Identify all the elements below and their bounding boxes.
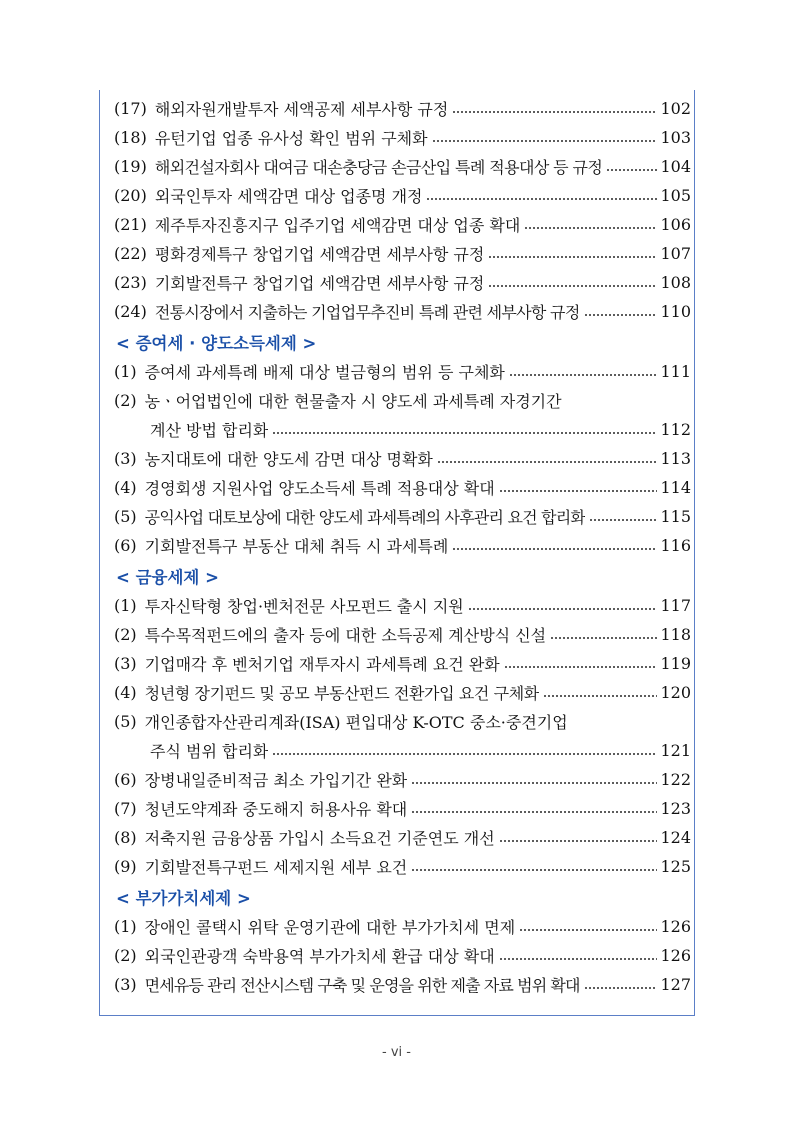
toc-entry-23[interactable]	[114, 268, 691, 297]
dot-leader	[584, 987, 658, 989]
entry-title: 기업매각 후 벤처기업 재투자시 과세특례 요건 완화	[144, 655, 500, 674]
toc-entry-gift-2-continued[interactable]	[114, 415, 691, 444]
toc-entry-gift-2[interactable]	[114, 386, 691, 415]
entry-title: 특수목적펀드에의 출자 등에 대한 소득공제 계산방식 신설	[144, 626, 547, 645]
page-number: 114	[660, 478, 691, 497]
entry-title: 유턴기업 업종 유사성 확인 범위 구체화	[154, 129, 428, 148]
dot-leader	[504, 666, 658, 668]
dot-leader	[606, 169, 657, 171]
section-heading-vat: < 부가가치세제 >	[116, 888, 251, 908]
page-number: 117	[660, 596, 691, 615]
page-number: 116	[660, 536, 691, 555]
entry-number: (20)	[114, 186, 147, 205]
entry-title: 저축지원 금융상품 가입시 소득요건 기준연도 개선	[144, 829, 495, 848]
entry-number: (6)	[114, 536, 137, 555]
section-heading-financial-tax: < 금융세제 >	[116, 567, 219, 587]
entry-title: 주식 범위 합리화	[150, 742, 269, 761]
toc-entry-fin-5[interactable]	[114, 707, 691, 736]
entry-title: 해외자원개발투자 세액공제 세부사항 규정	[154, 100, 449, 119]
dot-leader	[432, 140, 658, 142]
dot-leader	[524, 227, 657, 229]
page-number: 125	[660, 857, 691, 876]
page-number: 121	[660, 741, 691, 760]
entry-title: 증여세 과세특례 배제 대상 벌금형의 범위 등 구체화	[144, 363, 505, 382]
entry-number: (21)	[114, 215, 147, 234]
entry-number: (6)	[114, 770, 137, 789]
entry-title: 개인종합자산관리계좌(ISA) 편입대상 K-OTC 중소·중견기업	[144, 713, 568, 732]
page-number: 110	[660, 302, 691, 321]
entry-title: 계산 방법 합리화	[150, 421, 269, 440]
toc-entry-vat-2[interactable]	[114, 941, 691, 970]
entry-title: 평화경제특구 창업기업 세액감면 세부사항 규정	[154, 245, 485, 264]
page-number: 123	[660, 799, 691, 818]
entry-number: (2)	[114, 625, 137, 644]
page-number: 105	[660, 186, 691, 205]
dot-leader	[589, 519, 657, 521]
entry-title: 전통시장에서 지출하는 기업업무추진비 특례 관련 세부사항 규정	[154, 303, 580, 322]
toc-entry-fin-3[interactable]	[114, 649, 691, 678]
entry-number: (5)	[114, 712, 137, 731]
page-number: 120	[660, 683, 691, 702]
entry-number: (3)	[114, 975, 137, 994]
toc-entry-fin-6[interactable]	[114, 765, 691, 794]
dot-leader	[509, 374, 658, 376]
toc-entry-vat-1[interactable]	[114, 912, 691, 941]
entry-title: 공익사업 대토보상에 대한 양도세 과세특례의 사후관리 요건 합리화	[144, 508, 586, 527]
entry-number: (2)	[114, 946, 137, 965]
entry-title: 청년형 장기펀드 및 공모 부동산펀드 전환가입 요건 구체화	[144, 684, 539, 703]
page-number-footer: - vi -	[382, 1045, 411, 1060]
entry-title: 청년도약계좌 중도해지 허용사유 확대	[144, 800, 408, 819]
page-number: 126	[660, 946, 691, 965]
page-number: 127	[660, 975, 691, 994]
entry-title: 농지대토에 대한 양도세 감면 대상 명확화	[144, 450, 433, 469]
toc-entry-gift-4[interactable]	[114, 473, 691, 502]
dot-leader	[411, 811, 657, 813]
page-number: 113	[660, 449, 691, 468]
entry-number: (8)	[114, 828, 137, 847]
page-number: 111	[660, 362, 691, 381]
page-number: 107	[660, 244, 691, 263]
dot-leader	[499, 840, 658, 842]
entry-title: 해외건설자회사 대여금 대손충당금 손금산입 특례 적용대상 등 규정	[154, 158, 603, 177]
toc-entry-gift-6[interactable]	[114, 531, 691, 560]
entry-number: (23)	[114, 273, 147, 292]
dot-leader	[488, 285, 657, 287]
entry-title: 경영회생 지원사업 양도소득세 특례 적용대상 확대	[144, 479, 495, 498]
entry-title: 면세유등 관리 전산시스템 구축 및 운영을 위한 제출 자료 범위 확대	[144, 976, 580, 995]
dot-leader	[411, 869, 657, 871]
dot-leader	[488, 256, 657, 258]
entry-number: (7)	[114, 799, 137, 818]
toc-entry-18[interactable]	[114, 123, 691, 152]
entry-title: 제주투자진흥지구 입주기업 세액감면 대상 업종 확대	[154, 216, 521, 235]
page-number: 104	[660, 157, 691, 176]
toc-entry-gift-3[interactable]	[114, 444, 691, 473]
toc-entry-22[interactable]	[114, 239, 691, 268]
entry-number: (4)	[114, 478, 137, 497]
page-number: 102	[660, 99, 691, 118]
dot-leader	[426, 198, 657, 200]
dot-leader	[550, 637, 657, 639]
toc-entry-vat-3[interactable]	[114, 970, 691, 999]
section-heading-gift-transfer-tax: < 증여세 · 양도소득세제 >	[116, 333, 317, 353]
entry-number: (18)	[114, 128, 147, 147]
toc-entry-fin-2[interactable]	[114, 620, 691, 649]
dot-leader	[499, 490, 658, 492]
dot-leader	[543, 695, 658, 697]
toc-entry-20[interactable]	[114, 181, 691, 210]
page-number: 112	[660, 420, 691, 439]
dot-leader	[584, 314, 658, 316]
dot-leader	[437, 461, 658, 463]
dot-leader	[452, 548, 657, 550]
page-number: 103	[660, 128, 691, 147]
dot-leader	[272, 432, 657, 434]
dot-leader	[468, 608, 658, 610]
page-number: 108	[660, 273, 691, 292]
toc-entry-21[interactable]	[114, 210, 691, 239]
page-number: 124	[660, 828, 691, 847]
page-number: 118	[660, 625, 691, 644]
entry-number: (24)	[114, 302, 147, 321]
toc-entry-19[interactable]	[114, 152, 691, 181]
toc-entry-17[interactable]	[114, 94, 691, 123]
entry-title: 기회발전특구펀드 세제지원 세부 요건	[144, 858, 408, 877]
entry-title: 기회발전특구 창업기업 세액감면 세부사항 규정	[154, 274, 485, 293]
entry-title: 외국인투자 세액감면 대상 업종명 개정	[154, 187, 423, 206]
entry-title: 기회발전특구 부동산 대체 취득 시 과세특례	[144, 537, 449, 556]
dot-leader	[272, 753, 657, 755]
toc-entry-gift-5[interactable]	[114, 502, 691, 531]
page-number: 126	[660, 917, 691, 936]
toc-entry-fin-5-continued[interactable]	[114, 736, 691, 765]
entry-title: 투자신탁형 창업·벤처전문 사모펀드 출시 지원	[144, 597, 464, 616]
dot-leader	[411, 782, 657, 784]
entry-number: (4)	[114, 683, 137, 702]
entry-number: (5)	[114, 507, 137, 526]
entry-number: (3)	[114, 654, 137, 673]
toc-entry-24[interactable]	[114, 297, 691, 326]
dot-leader	[499, 958, 658, 960]
table-of-contents	[114, 94, 691, 999]
page-number: 119	[660, 654, 691, 673]
entry-title: 장애인 콜택시 위탁 운영기관에 대한 부가가치세 면제	[144, 918, 516, 937]
entry-number: (1)	[114, 362, 137, 381]
entry-number: (1)	[114, 596, 137, 615]
entry-number: (17)	[114, 99, 147, 118]
page-number: 122	[660, 770, 691, 789]
toc-entry-fin-8[interactable]	[114, 823, 691, 852]
dot-leader	[519, 929, 657, 931]
entry-title: 외국인관광객 숙박용역 부가가치세 환급 대상 확대	[144, 947, 495, 966]
entry-number: (1)	[114, 917, 137, 936]
entry-number: (2)	[114, 391, 137, 410]
toc-entry-fin-1[interactable]	[114, 591, 691, 620]
toc-entry-gift-1[interactable]	[114, 357, 691, 386]
page-number: 106	[660, 215, 691, 234]
entry-number: (19)	[114, 157, 147, 176]
page-number: 115	[660, 507, 691, 526]
dot-leader	[452, 111, 657, 113]
entry-title: 장병내일준비적금 최소 가입기간 완화	[144, 771, 408, 790]
entry-number: (22)	[114, 244, 147, 263]
entry-title: 농ㆍ어업법인에 대한 현물출자 시 양도세 과세특례 자경기간	[144, 392, 562, 411]
toc-entry-fin-4[interactable]	[114, 678, 691, 707]
entry-number: (9)	[114, 857, 137, 876]
toc-entry-fin-9[interactable]	[114, 852, 691, 881]
entry-number: (3)	[114, 449, 137, 468]
toc-entry-fin-7[interactable]	[114, 794, 691, 823]
